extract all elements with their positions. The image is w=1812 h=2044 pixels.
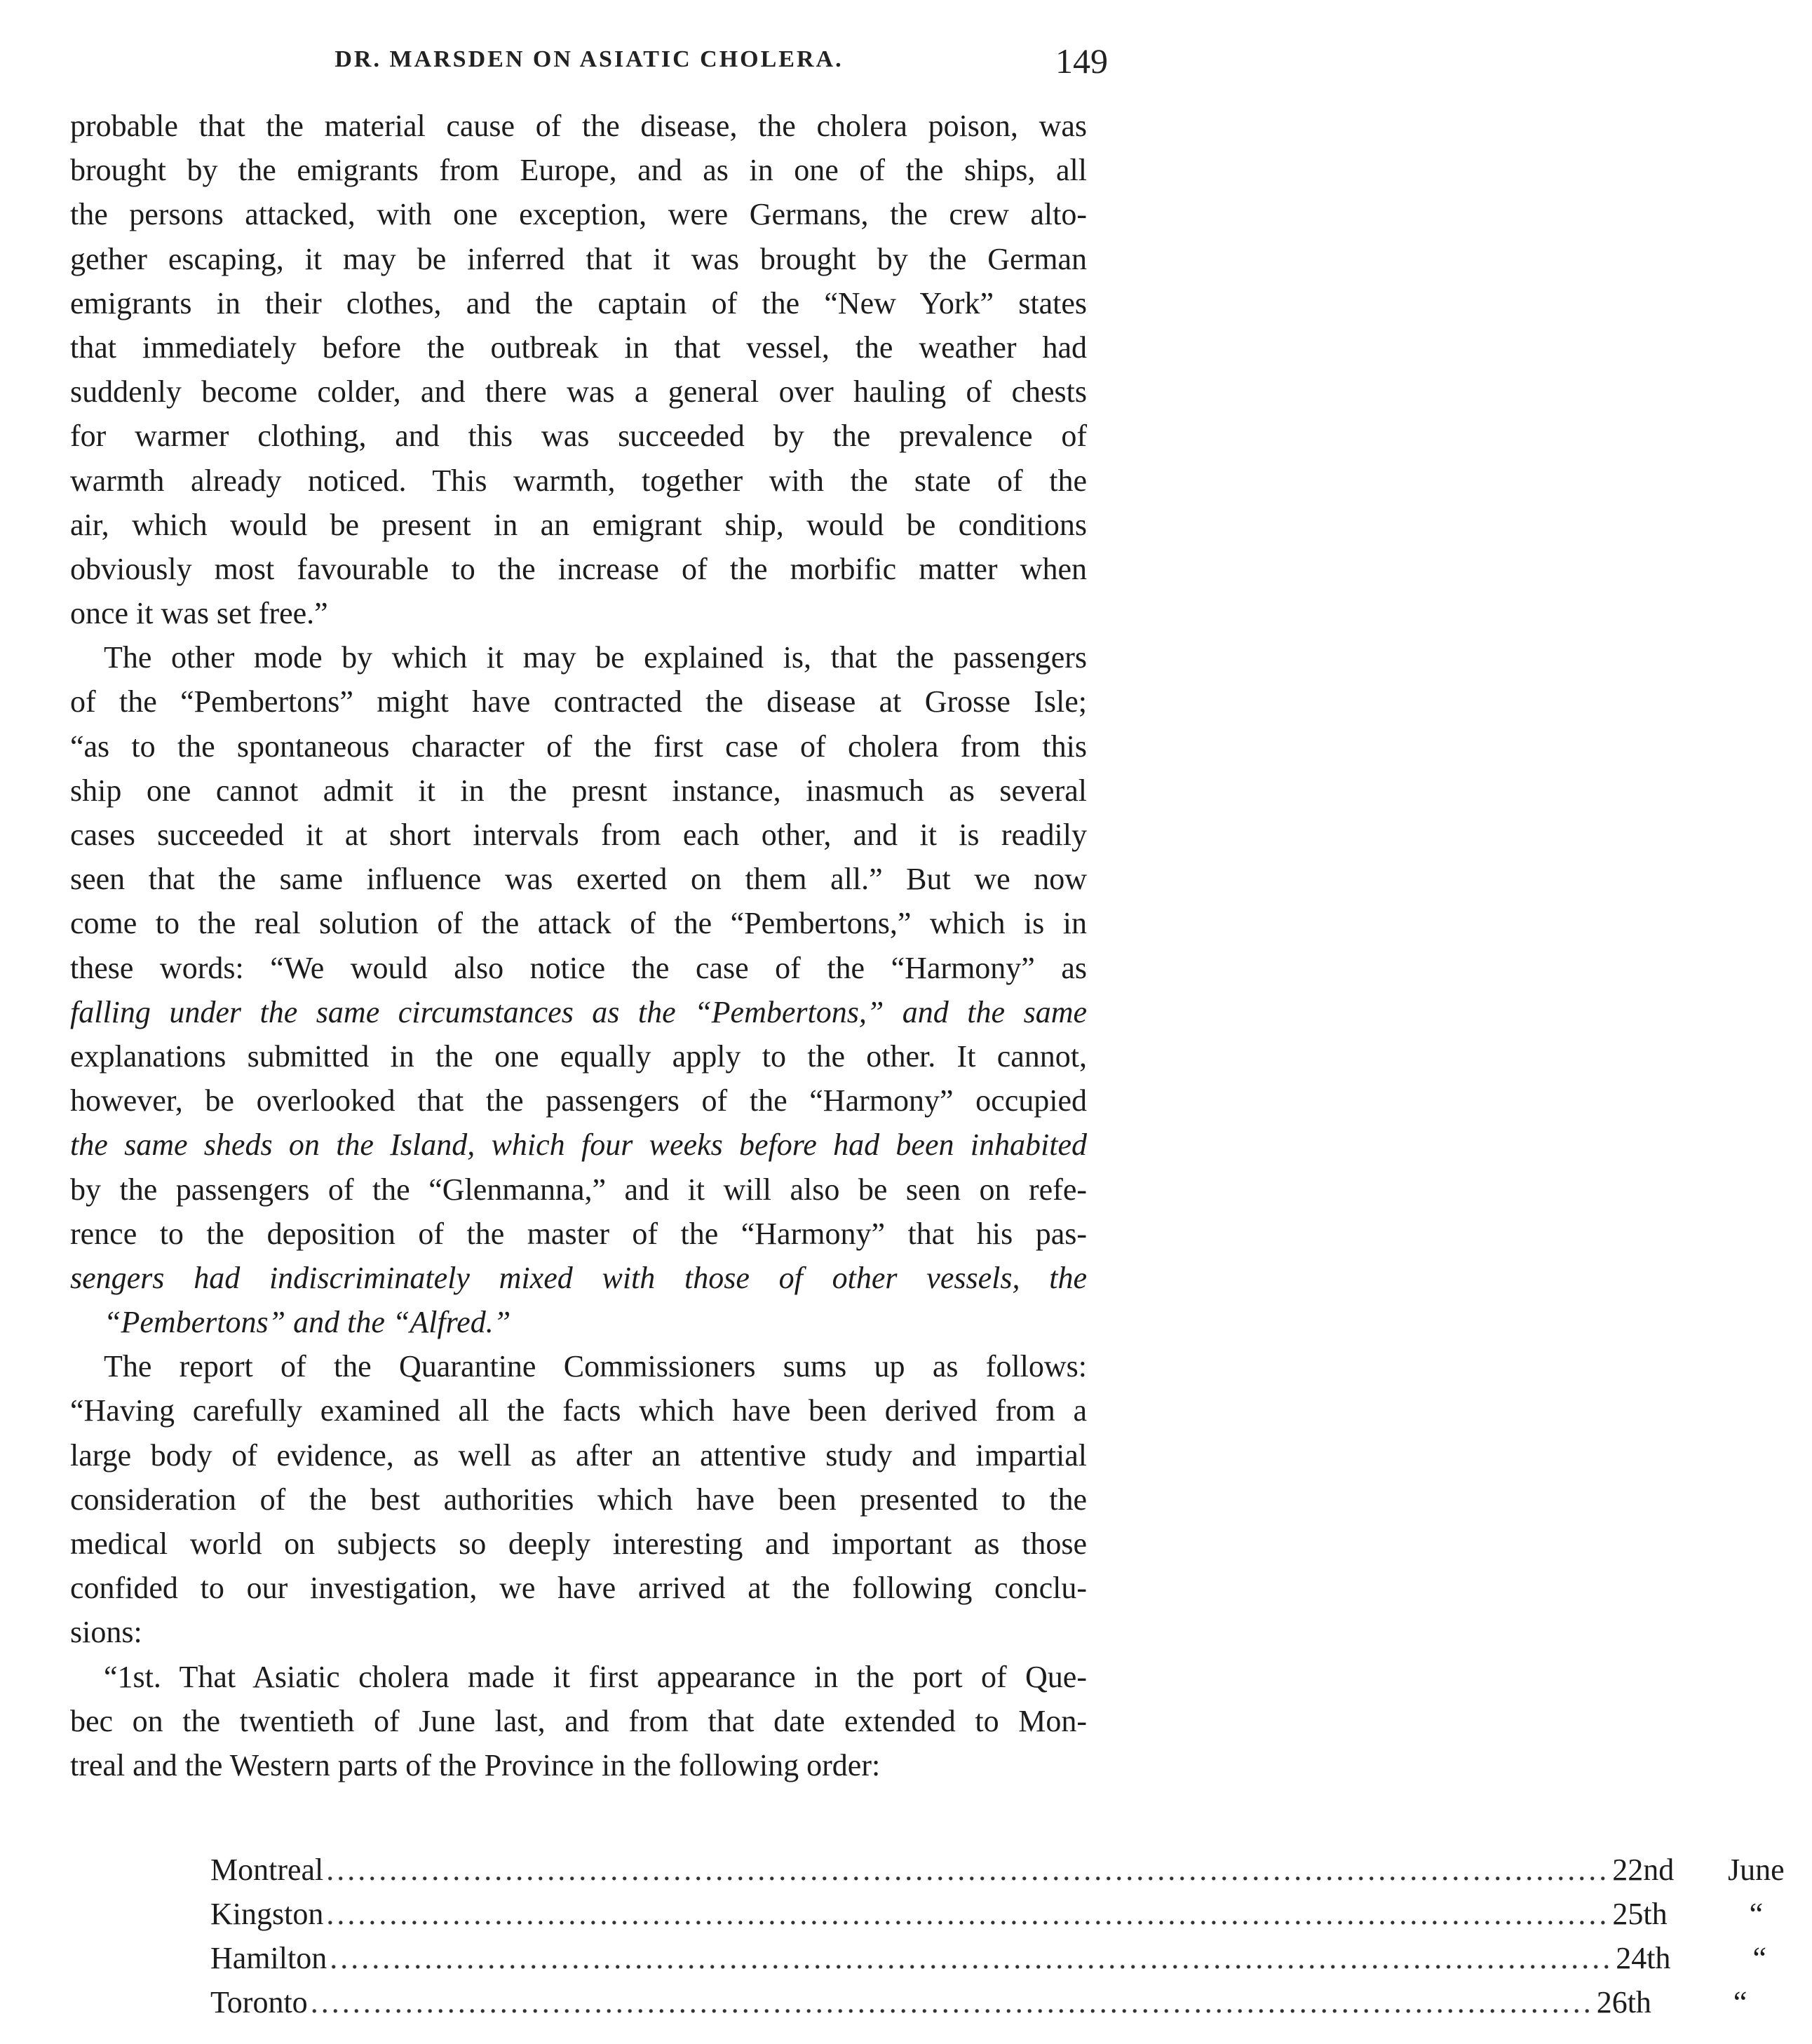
text-line: treal and the Western parts of the Province in the following order: [70,1747,881,1782]
text-line: that immediately before the outbreak in that vessel, the weather had [70,330,1087,365]
town-date: 24th [1616,1941,1671,1975]
dot-leader: .......................................................................................................................... [326,1853,1610,1887]
town-row [210,1848,1785,1892]
body-text [70,104,1087,1787]
text-line: once it was set free.” [70,596,328,631]
text-line: large body of evidence, as well as after an attentive study and impartial [70,1437,1087,1473]
town-name: Toronto [210,1985,308,2019]
text-line: brought by the emigrants from Europe, and as in one of the ships, all [70,153,1087,188]
text-line [70,990,1087,1034]
text-line: cases succeeded it at short intervals from each other, and it is readily [70,818,1087,852]
running-title: DR. MARSDEN ON ASIATIC CHOLERA. [334,46,844,72]
text-line: emigrants in their clothes, and the captain of the “New York” states [70,285,1087,320]
town-name: Montreal [210,1853,324,1887]
text-line: warmth already noticed. This warmth, together with the state of the [70,463,1087,498]
italic-text-line: sengers had indiscriminately mixed with those of other vessels, the [70,1260,1087,1295]
text-line: by the passengers of the “Glenmanna,” and it will also be seen on refe- [70,1172,1087,1207]
town-row [210,1980,1747,2024]
text-line: rence to the deposition of the master of the “Harmony” that his pas- [70,1216,1087,1251]
italic-text-line: the same sheds on the Island, which four weeks before had been inhabited [70,1128,1087,1163]
page-number: 149 [1055,41,1108,81]
dot-leader: .......................................................................................................................... [310,1985,1594,2019]
text-line: obviously most favourable to the increase of the morbific matter when [70,551,1087,586]
text-line: suddenly become colder, and there was a general over hauling of chests [70,374,1087,410]
town-month: “ [1733,1985,1747,2019]
text-line: confided to our investigation, we have arrived at the following conclu- [70,1571,1087,1606]
text-line: “Having carefully examined all the facts which have been derived from a [70,1393,1087,1428]
text-line: ship one cannot admit it in the presnt instance, inasmuch as several [70,773,1087,808]
text-line [70,1123,1087,1167]
paragraph-start-line: The report of the Quarantine Commissioners sums up as follows: [104,1349,1087,1384]
text-line: “as to the spontaneous character of the first case of cholera from this [70,729,1087,764]
text-line: air, which would be present in an emigrant ship, would be conditions [70,507,1087,542]
town-date: 25th [1612,1897,1668,1931]
town-date: 26th [1596,1985,1651,2019]
text-line: consideration of the best authorities which have been presented to the [70,1482,1087,1517]
text-line: the persons attacked, with one exception, were Germans, the crew alto- [70,197,1087,232]
text-line [70,1256,1087,1300]
text-line [70,1300,1087,1344]
paragraph-start-line: “1st. That Asiatic cholera made it first appearance in the port of Que- [104,1659,1087,1694]
paragraph-start-line: The other mode by which it may be explained is, that the passengers [104,640,1087,675]
text-line: sions: [70,1615,142,1650]
dot-leader: .......................................................................................................................... [326,1897,1610,1931]
town-row [210,1936,1766,1980]
text-line: for warmer clothing, and this was succeeded by the prevalence of [70,419,1087,454]
text-line: of the “Pembertons” might have contracted the disease at Grosse Isle; [70,684,1087,719]
town-name: Kingston [210,1897,324,1931]
town-row [210,1892,1764,1936]
running-header [70,41,1108,90]
town-name: Hamilton [210,1941,327,1975]
town-month: June [1727,1853,1785,1887]
town-dates-list [210,1848,1785,2024]
town-month: “ [1749,1897,1764,1931]
dot-leader: .......................................................................................................................... [330,1941,1614,1975]
town-date: 22nd [1612,1853,1675,1887]
town-month: “ [1752,1941,1766,1975]
italic-text-line: falling under the same circumstances as the “Pembertons,” and the same [70,994,1087,1029]
text-line: explanations submitted in the one equally apply to the other. It cannot, [70,1038,1087,1074]
text-line: gether escaping, it may be inferred that it was brought by the German [70,241,1087,276]
text-line: medical world on subjects so deeply interesting and important as those [70,1527,1087,1561]
italic-text-line: “Pembertons” and the “Alfred.” [104,1305,511,1340]
text-line: seen that the same influence was exerted on them all.” But we now [70,862,1087,897]
text-line: probable that the material cause of the disease, the cholera poison, was [70,109,1087,143]
text-line: come to the real solution of the attack of the “Pembertons,” which is in [70,906,1087,941]
text-line: bec on the twentieth of June last, and from that date extended to Mon- [70,1703,1087,1738]
text-line: however, be overlooked that the passengers of the “Harmony” occupied [70,1083,1087,1118]
text-line: these words: “We would also notice the case of the “Harmony” as [70,950,1087,985]
